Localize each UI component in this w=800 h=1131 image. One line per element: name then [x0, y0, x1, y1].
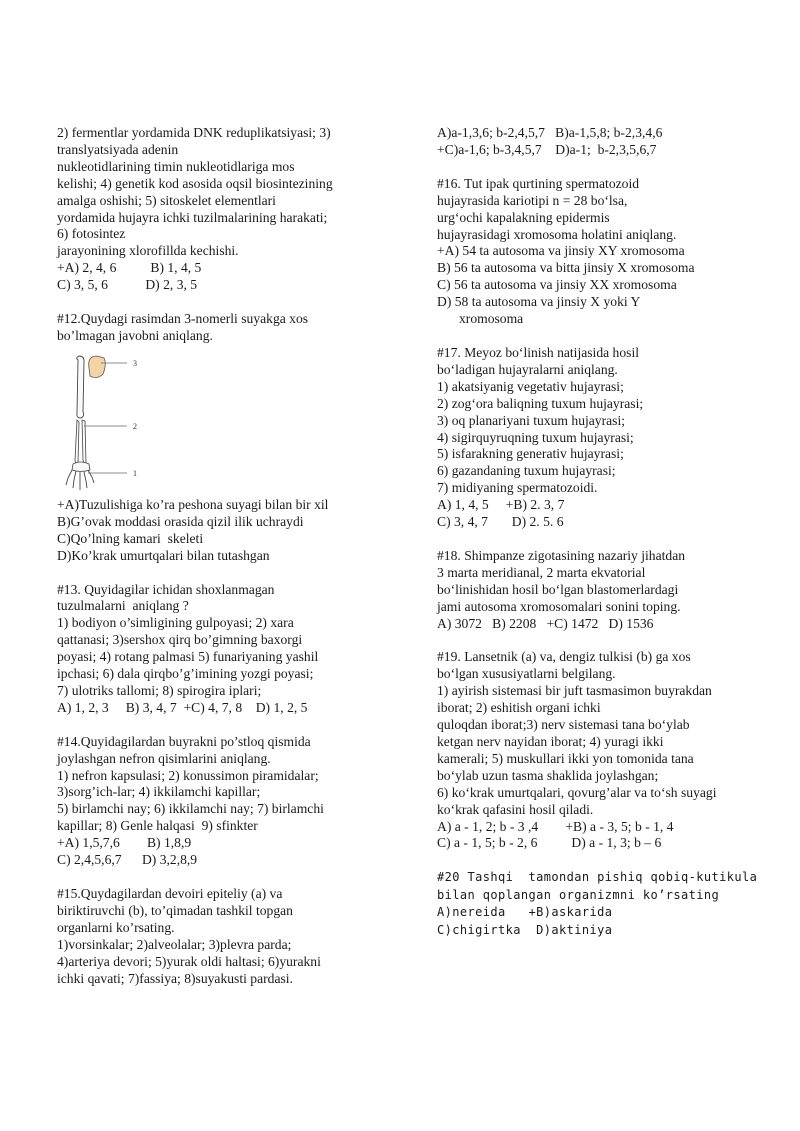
text-line: +C)a-1,6; b-3,4,5,7 D)a-1; b-2,3,5,6,7 — [437, 141, 657, 157]
question-12-answers — [57, 497, 377, 565]
text-line: bo‘lgan xususiyatlarni belgilang. — [437, 666, 616, 682]
right-column — [437, 125, 759, 939]
text-line: translyatsiyada adenin — [57, 141, 179, 157]
text-line: 1) ayirish sistemasi bir juft tasmasimon buyrakdan — [437, 683, 712, 699]
text-line: #15.Quydagilardan devoiri epiteliy (a) va — [57, 886, 283, 901]
figure-label-1: 1 — [133, 468, 137, 478]
text-line: quloqdan iborat;3) nerv sistemasi tana bo‘ylab — [437, 717, 690, 733]
text-line: 1)vorsinkalar; 2)alveolalar; 3)plevra parda; — [57, 936, 292, 952]
text-line: bo’lmagan javobni aniqlang. — [57, 327, 213, 343]
text-line: jarayonining xlorofillda kechishi. — [57, 243, 239, 259]
text-line: C)chigirtka D)aktiniya — [437, 922, 613, 937]
text-line: iborat; 2) eshitish organi ichki — [437, 700, 601, 716]
question-15-answers — [437, 125, 759, 159]
question-16 — [437, 176, 759, 328]
arm-skeleton-figure — [57, 352, 377, 494]
text-line: #16. Tut ipak qurtining spermatozoid — [437, 175, 640, 191]
text-line: 1) bodiyon o’simligining gulpoyasi; 2) xara — [57, 615, 294, 631]
text-line: ketgan nerv nayidan iborat; 4) yuragi ikki — [437, 734, 664, 749]
text-line: organlarni ko’rsating. — [57, 919, 175, 935]
figure-label-3: 3 — [133, 358, 137, 368]
text-line: A) 1, 2, 3 B) 3, 4, 7 +C) 4, 7, 8 D) 1, 2, 5 — [57, 699, 308, 715]
left-column — [57, 125, 377, 987]
text-line: yordamida hujayra ichki tuzilmalarining harakati; — [57, 209, 328, 225]
text-line: C) 56 ta autosoma va jinsiy XX xromosoma — [437, 277, 677, 293]
text-line: poyasi; 4) rotang palmasi 5) funariyaning yashil — [57, 649, 319, 665]
question-12-text — [57, 311, 377, 345]
question-19 — [437, 649, 759, 852]
text-line: B) 56 ta autosoma va bitta jinsiy X xromosoma — [437, 260, 695, 276]
text-line: 3)sorg’ich-lar; 4) ikkilamchi kapillar; — [57, 784, 261, 800]
text-line: hujayrasida kariotipi n = 28 bo‘lsa, — [437, 192, 628, 208]
text-line: +A) 54 ta autosoma va jinsiy XY xromosoma — [437, 243, 685, 259]
text-line: #17. Meyoz bo‘linish natijasida hosil — [437, 344, 639, 360]
text-line: 3 marta meridianal, 2 marta ekvatorial — [437, 564, 646, 580]
text-line: +A)Tuzulishiga ko’ra peshona suyagi bilan bir xil — [57, 496, 329, 512]
text-line: bo‘ylab uzun tasma shaklida joylashgan; — [437, 767, 659, 783]
text-line: 7) midiyaning spermatozoidi. — [437, 480, 598, 496]
question-17 — [437, 345, 759, 531]
text-line: #18. Shimpanze zigotasining nazariy jihatdan — [437, 547, 686, 563]
text-line: urg‘ochi kapalakning epidermis — [437, 209, 610, 225]
text-line: #12.Quydagi rasimdan 3-nomerli suyakga xos — [57, 311, 309, 327]
question-18 — [437, 548, 759, 633]
text-line: A)nereida +B)askarida — [437, 905, 613, 920]
text-line: amalga oshishi; 5) sitoskelet elementlari — [57, 192, 276, 208]
text-line: A) a - 1, 2; b - 3 ,4 +B) a - 3, 5; b - 1, 4 — [437, 818, 674, 834]
text-line: kamerali; 5) muskullari ikki yon tomonida tana — [437, 750, 694, 766]
figure-label-2: 2 — [133, 421, 137, 431]
question-11-tail — [57, 125, 377, 294]
text-line: kelishi; 4) genetik kod asosida oqsil biosintezining — [57, 175, 333, 191]
text-line: bilan qoplangan organizmni ko’rsating — [437, 887, 720, 902]
question-16-indent-line: xromosoma — [459, 311, 524, 327]
question-12 — [57, 311, 377, 564]
text-line: ipchasi; 6) dala qirqbo’g’imining yozgi poyasi; — [57, 666, 314, 682]
text-line: 2) zog‘ora baliqning tuxum hujayrasi; — [437, 395, 644, 411]
text-line: 5) isfarakning generativ hujayrasi; — [437, 446, 624, 462]
text-line: kapillar; 8) Genle halqasi 9) sfinkter — [57, 818, 258, 834]
text-line: 4) sigirquyruqning tuxum hujayrasi; — [437, 429, 634, 445]
text-line: D) 58 ta autosoma va jinsiy X yoki Y — [437, 294, 641, 310]
text-line: ichki qavati; 7)fassiya; 8)suyakusti pardasi. — [57, 970, 293, 986]
text-line: A) 1, 4, 5 +B) 2. 3, 7 — [437, 497, 565, 513]
text-line: B)G’ovak moddasi orasida qizil ilik uchraydi — [57, 513, 304, 529]
text-line: #20 Tashqi tamondan pishiq qobiq-kutikula — [437, 870, 758, 885]
text-line: A)a-1,3,6; b-2,4,5,7 B)a-1,5,8; b-2,3,4,6 — [437, 125, 663, 140]
text-line: C) 2,4,5,6,7 D) 3,2,8,9 — [57, 852, 198, 868]
text-line: C)Qo’lning kamari skeleti — [57, 530, 204, 546]
text-line: #13. Quyidagilar ichidan shoxlanmagan — [57, 581, 275, 597]
text-line: 3) oq planariyani tuxum hujayrasi; — [437, 412, 626, 428]
text-line: biriktiruvchi (b), to’qimadan tashkil topgan — [57, 902, 293, 918]
text-line: #19. Lansetnik (a) va, dengiz tulkisi (b) ga xos — [437, 649, 691, 665]
text-line: nukleotidlarining timin nukleotidlariga mos — [57, 158, 295, 174]
text-line: 1) akatsiyanig vegetativ hujayrasi; — [437, 378, 624, 394]
text-line: +A) 2, 4, 6 B) 1, 4, 5 — [57, 260, 202, 276]
text-line: 6) fotosintez — [57, 226, 126, 242]
text-line: 4)arteriya devori; 5)yurak oldi haltasi; 6)yurakni — [57, 953, 321, 969]
arm-skeleton-image — [57, 352, 377, 494]
text-line: 2) fermentlar yordamida DNK reduplikatsiyasi; 3) — [57, 125, 331, 140]
text-line: C) 3, 5, 6 D) 2, 3, 5 — [57, 277, 198, 293]
question-13 — [57, 582, 377, 717]
text-line: +A) 1,5,7,6 B) 1,8,9 — [57, 835, 192, 851]
text-line: bo‘linishidan hosil bo‘lgan blastomerlardagi — [437, 581, 679, 597]
text-line: A) 3072 B) 2208 +C) 1472 D) 1536 — [437, 615, 654, 631]
text-line: #14.Quyidagilardan buyrakni po’stloq qismida — [57, 733, 311, 749]
text-line: qattanasi; 3)sershox qirq bo’gimning baxorgi — [57, 632, 303, 648]
text-line: tuzulmalarni aniqlang ? — [57, 598, 189, 614]
text-line: C) a - 1, 5; b - 2, 6 D) a - 1, 3; b – 6 — [437, 835, 662, 851]
text-line: 6) gazandaning tuxum hujayrasi; — [437, 463, 616, 479]
question-20 — [437, 869, 759, 939]
text-line: ko‘krak qafasini hosil qiladi. — [437, 801, 594, 817]
text-line: bo‘ladigan hujayralarni aniqlang. — [437, 361, 618, 377]
text-line: hujayrasidagi xromosoma holatini aniqlang. — [437, 226, 677, 242]
question-14 — [57, 734, 377, 869]
text-line: 1) nefron kapsulasi; 2) konussimon piramidalar; — [57, 767, 319, 783]
question-15 — [57, 886, 377, 987]
text-line: jami autosoma xromosomalari sonini toping. — [437, 598, 681, 614]
text-line: 5) birlamchi nay; 6) ikkilamchi nay; 7) birlamchi — [57, 801, 324, 817]
text-line: D)Ko’krak umurtqalari bilan tutashgan — [57, 547, 270, 563]
text-line: joylashgan nefron qisimlarini aniqlang. — [57, 750, 271, 766]
text-line: 7) ulotriks tallomi; 8) spirogira iplari; — [57, 682, 262, 698]
text-line: C) 3, 4, 7 D) 2. 5. 6 — [437, 514, 564, 530]
text-line: 6) ko‘krak umurtqalari, qovurg’alar va to‘sh suyagi — [437, 784, 717, 800]
